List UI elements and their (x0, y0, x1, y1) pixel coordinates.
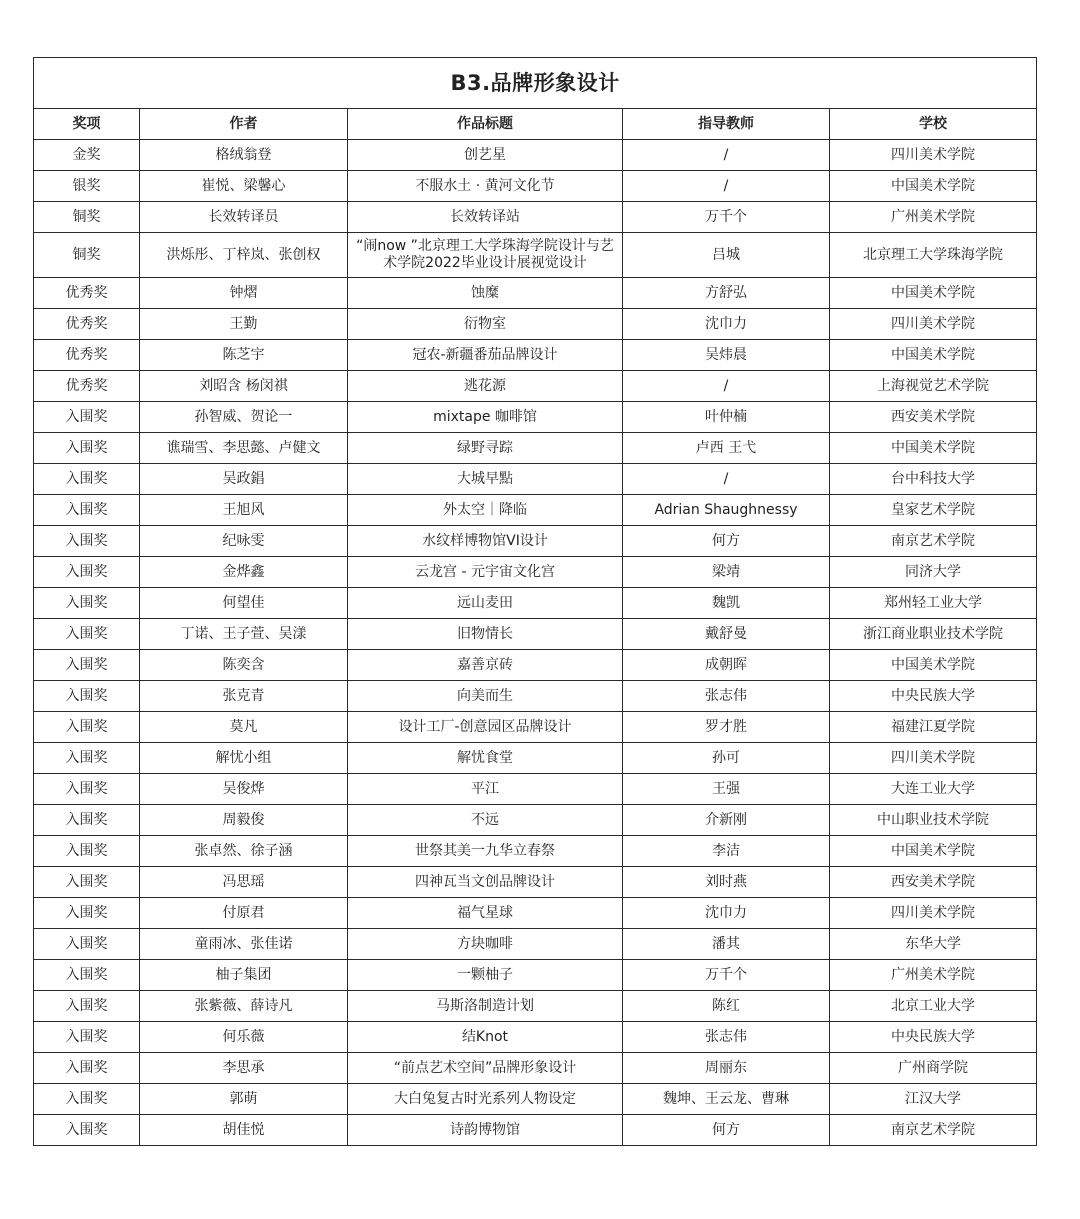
school-cell: 四川美术学院 (830, 898, 1037, 929)
school-cell: 中国美术学院 (830, 836, 1037, 867)
award-cell: 入围奖 (34, 433, 140, 464)
award-cell: 入围奖 (34, 774, 140, 805)
author-cell: 胡佳悦 (140, 1115, 348, 1146)
work-title-cell: 外太空｜降临 (348, 495, 623, 526)
school-cell: 四川美术学院 (830, 309, 1037, 340)
award-cell: 入围奖 (34, 650, 140, 681)
work-title-cell: 四神瓦当文创品牌设计 (348, 867, 623, 898)
school-cell: 广州美术学院 (830, 960, 1037, 991)
advisor-cell: 何方 (623, 526, 830, 557)
work-title-cell: 逃花源 (348, 371, 623, 402)
author-cell: 刘昭含 杨闵祺 (140, 371, 348, 402)
table-row (34, 1084, 1037, 1115)
header-work-title: 作品标题 (348, 109, 623, 140)
award-cell: 入围奖 (34, 464, 140, 495)
work-title-cell: 云龙宫 - 元宇宙文化宫 (348, 557, 623, 588)
table-row (34, 1022, 1037, 1053)
advisor-cell: 潘其 (623, 929, 830, 960)
award-cell: 入围奖 (34, 588, 140, 619)
author-cell: 王旭风 (140, 495, 348, 526)
advisor-cell: 万千个 (623, 960, 830, 991)
table-row (34, 278, 1037, 309)
author-cell: 郭萌 (140, 1084, 348, 1115)
table-row (34, 233, 1037, 278)
author-cell: 金烨鑫 (140, 557, 348, 588)
table-row (34, 712, 1037, 743)
award-cell: 入围奖 (34, 1022, 140, 1053)
header-school: 学校 (830, 109, 1037, 140)
advisor-cell: 万千个 (623, 202, 830, 233)
table-row (34, 557, 1037, 588)
table-row (34, 681, 1037, 712)
table-row (34, 867, 1037, 898)
work-title-cell: 不远 (348, 805, 623, 836)
award-cell: 入围奖 (34, 1084, 140, 1115)
table-row (34, 526, 1037, 557)
author-cell: 莫凡 (140, 712, 348, 743)
table-row (34, 140, 1037, 171)
advisor-cell: 罗才胜 (623, 712, 830, 743)
school-cell: 广州美术学院 (830, 202, 1037, 233)
work-title-cell: 平江 (348, 774, 623, 805)
advisor-cell: 王强 (623, 774, 830, 805)
work-title-cell: 马斯洛制造计划 (348, 991, 623, 1022)
advisor-cell: 张志伟 (623, 1022, 830, 1053)
school-cell: 大连工业大学 (830, 774, 1037, 805)
school-cell: 中山职业技术学院 (830, 805, 1037, 836)
advisor-cell: / (623, 171, 830, 202)
author-cell: 格绒翁登 (140, 140, 348, 171)
award-cell: 优秀奖 (34, 340, 140, 371)
work-title-cell: 创艺星 (348, 140, 623, 171)
school-cell: 郑州轻工业大学 (830, 588, 1037, 619)
advisor-cell: 方舒弘 (623, 278, 830, 309)
award-cell: 入围奖 (34, 867, 140, 898)
school-cell: 南京艺术学院 (830, 1115, 1037, 1146)
work-title-cell: mixtape 咖啡馆 (348, 402, 623, 433)
header-advisor: 指导教师 (623, 109, 830, 140)
table-row (34, 433, 1037, 464)
award-cell: 铜奖 (34, 233, 140, 278)
school-cell: 台中科技大学 (830, 464, 1037, 495)
advisor-cell: 刘时燕 (623, 867, 830, 898)
award-cell: 优秀奖 (34, 371, 140, 402)
school-cell: 西安美术学院 (830, 402, 1037, 433)
advisor-cell: 张志伟 (623, 681, 830, 712)
award-cell: 入围奖 (34, 1115, 140, 1146)
work-title-cell: 绿野寻踪 (348, 433, 623, 464)
school-cell: 北京理工大学珠海学院 (830, 233, 1037, 278)
advisor-cell: / (623, 464, 830, 495)
table-row (34, 588, 1037, 619)
author-cell: 冯思瑶 (140, 867, 348, 898)
work-title-cell: “前点艺术空间”品牌形象设计 (348, 1053, 623, 1084)
table-row (34, 340, 1037, 371)
school-cell: 北京工业大学 (830, 991, 1037, 1022)
table-row (34, 495, 1037, 526)
school-cell: 皇家艺术学院 (830, 495, 1037, 526)
table-row (34, 371, 1037, 402)
award-cell: 入围奖 (34, 557, 140, 588)
award-cell: 优秀奖 (34, 309, 140, 340)
school-cell: 南京艺术学院 (830, 526, 1037, 557)
advisor-cell: 沈巾力 (623, 898, 830, 929)
work-title-cell: 诗韵博物馆 (348, 1115, 623, 1146)
school-cell: 四川美术学院 (830, 743, 1037, 774)
header-author: 作者 (140, 109, 348, 140)
work-title-cell: “闹now ”北京理工大学珠海学院设计与艺术学院2022毕业设计展视觉设计 (348, 233, 623, 278)
award-cell: 入围奖 (34, 898, 140, 929)
work-title-cell: 嘉善京砖 (348, 650, 623, 681)
work-title-cell: 解忧食堂 (348, 743, 623, 774)
work-title-cell: 结Knot (348, 1022, 623, 1053)
award-cell: 金奖 (34, 140, 140, 171)
advisor-cell: 梁靖 (623, 557, 830, 588)
author-cell: 谯瑞雪、李思懿、卢健文 (140, 433, 348, 464)
advisor-cell: 吴炜晨 (623, 340, 830, 371)
author-cell: 长效转译员 (140, 202, 348, 233)
table-row (34, 1053, 1037, 1084)
author-cell: 李思承 (140, 1053, 348, 1084)
school-cell: 同济大学 (830, 557, 1037, 588)
table-row (34, 171, 1037, 202)
table-row (34, 836, 1037, 867)
table-row (34, 898, 1037, 929)
work-title-cell: 冠农-新疆番茄品牌设计 (348, 340, 623, 371)
table-row (34, 619, 1037, 650)
advisor-cell: 沈巾力 (623, 309, 830, 340)
work-title-cell: 世祭其美一九华立春祭 (348, 836, 623, 867)
work-title-cell: 大城早點 (348, 464, 623, 495)
award-cell: 银奖 (34, 171, 140, 202)
table-row (34, 991, 1037, 1022)
table-row (34, 960, 1037, 991)
school-cell: 江汉大学 (830, 1084, 1037, 1115)
school-cell: 浙江商业职业技术学院 (830, 619, 1037, 650)
work-title-cell: 水纹样博物馆VI设计 (348, 526, 623, 557)
advisor-cell: 介新刚 (623, 805, 830, 836)
table-body (34, 140, 1037, 1146)
work-title-cell: 长效转译站 (348, 202, 623, 233)
author-cell: 钟熠 (140, 278, 348, 309)
work-title-cell: 衍物室 (348, 309, 623, 340)
title-row (34, 58, 1037, 109)
school-cell: 福建江夏学院 (830, 712, 1037, 743)
table-row (34, 202, 1037, 233)
advisor-cell: 孙可 (623, 743, 830, 774)
advisor-cell: 吕城 (623, 233, 830, 278)
advisor-cell: 魏凯 (623, 588, 830, 619)
author-cell: 吴俊烨 (140, 774, 348, 805)
school-cell: 中国美术学院 (830, 340, 1037, 371)
author-cell: 张卓然、徐子涵 (140, 836, 348, 867)
author-cell: 何乐薇 (140, 1022, 348, 1053)
work-title-cell: 旧物情长 (348, 619, 623, 650)
school-cell: 中央民族大学 (830, 681, 1037, 712)
school-cell: 东华大学 (830, 929, 1037, 960)
results-table (33, 57, 1037, 1146)
author-cell: 何望佳 (140, 588, 348, 619)
table-row (34, 309, 1037, 340)
award-cell: 入围奖 (34, 681, 140, 712)
school-cell: 中国美术学院 (830, 171, 1037, 202)
award-cell: 入围奖 (34, 1053, 140, 1084)
advisor-cell: 周丽东 (623, 1053, 830, 1084)
advisor-cell: 成朝晖 (623, 650, 830, 681)
work-title-cell: 向美而生 (348, 681, 623, 712)
award-cell: 入围奖 (34, 805, 140, 836)
author-cell: 童雨冰、张佳诺 (140, 929, 348, 960)
author-cell: 付原君 (140, 898, 348, 929)
advisor-cell: 戴舒曼 (623, 619, 830, 650)
advisor-cell: 李洁 (623, 836, 830, 867)
school-cell: 中央民族大学 (830, 1022, 1037, 1053)
advisor-cell: 叶仲楠 (623, 402, 830, 433)
author-cell: 洪烁彤、丁梓岚、张创权 (140, 233, 348, 278)
author-cell: 陈芝宇 (140, 340, 348, 371)
award-cell: 入围奖 (34, 402, 140, 433)
author-cell: 张克青 (140, 681, 348, 712)
work-title-cell: 设计工厂-创意园区品牌设计 (348, 712, 623, 743)
author-cell: 陈奕含 (140, 650, 348, 681)
school-cell: 四川美术学院 (830, 140, 1037, 171)
school-cell: 西安美术学院 (830, 867, 1037, 898)
header-row (34, 109, 1037, 140)
author-cell: 吴政錩 (140, 464, 348, 495)
author-cell: 崔悦、梁馨心 (140, 171, 348, 202)
work-title-cell: 方块咖啡 (348, 929, 623, 960)
table-title: B3.品牌形象设计 (34, 58, 1037, 109)
work-title-cell: 远山麦田 (348, 588, 623, 619)
school-cell: 上海视觉艺术学院 (830, 371, 1037, 402)
table-row (34, 805, 1037, 836)
award-cell: 入围奖 (34, 929, 140, 960)
author-cell: 解忧小组 (140, 743, 348, 774)
school-cell: 中国美术学院 (830, 278, 1037, 309)
table-row (34, 743, 1037, 774)
author-cell: 丁诺、王子萱、吴漾 (140, 619, 348, 650)
author-cell: 王勤 (140, 309, 348, 340)
advisor-cell: 魏坤、王云龙、曹琳 (623, 1084, 830, 1115)
author-cell: 孙智威、贺论一 (140, 402, 348, 433)
award-cell: 入围奖 (34, 495, 140, 526)
award-cell: 铜奖 (34, 202, 140, 233)
advisor-cell: 何方 (623, 1115, 830, 1146)
advisor-cell: 陈红 (623, 991, 830, 1022)
work-title-cell: 蚀糜 (348, 278, 623, 309)
award-cell: 优秀奖 (34, 278, 140, 309)
advisor-cell: 卢西 王弋 (623, 433, 830, 464)
table-row (34, 650, 1037, 681)
award-cell: 入围奖 (34, 712, 140, 743)
award-cell: 入围奖 (34, 960, 140, 991)
work-title-cell: 不服水土 · 黄河文化节 (348, 171, 623, 202)
work-title-cell: 福气星球 (348, 898, 623, 929)
school-cell: 中国美术学院 (830, 433, 1037, 464)
award-cell: 入围奖 (34, 743, 140, 774)
advisor-cell: / (623, 140, 830, 171)
advisor-cell: / (623, 371, 830, 402)
table-row (34, 929, 1037, 960)
school-cell: 中国美术学院 (830, 650, 1037, 681)
school-cell: 广州商学院 (830, 1053, 1037, 1084)
author-cell: 柚子集团 (140, 960, 348, 991)
work-title-cell: 大白兔复古时光系列人物设定 (348, 1084, 623, 1115)
author-cell: 纪咏雯 (140, 526, 348, 557)
work-title-cell: 一颗柚子 (348, 960, 623, 991)
table-row (34, 402, 1037, 433)
advisor-cell: Adrian Shaughnessy (623, 495, 830, 526)
table-row (34, 1115, 1037, 1146)
header-award: 奖项 (34, 109, 140, 140)
award-cell: 入围奖 (34, 991, 140, 1022)
award-cell: 入围奖 (34, 836, 140, 867)
author-cell: 张紫薇、薛诗凡 (140, 991, 348, 1022)
author-cell: 周毅俊 (140, 805, 348, 836)
table-row (34, 774, 1037, 805)
table-row (34, 464, 1037, 495)
award-cell: 入围奖 (34, 526, 140, 557)
award-cell: 入围奖 (34, 619, 140, 650)
